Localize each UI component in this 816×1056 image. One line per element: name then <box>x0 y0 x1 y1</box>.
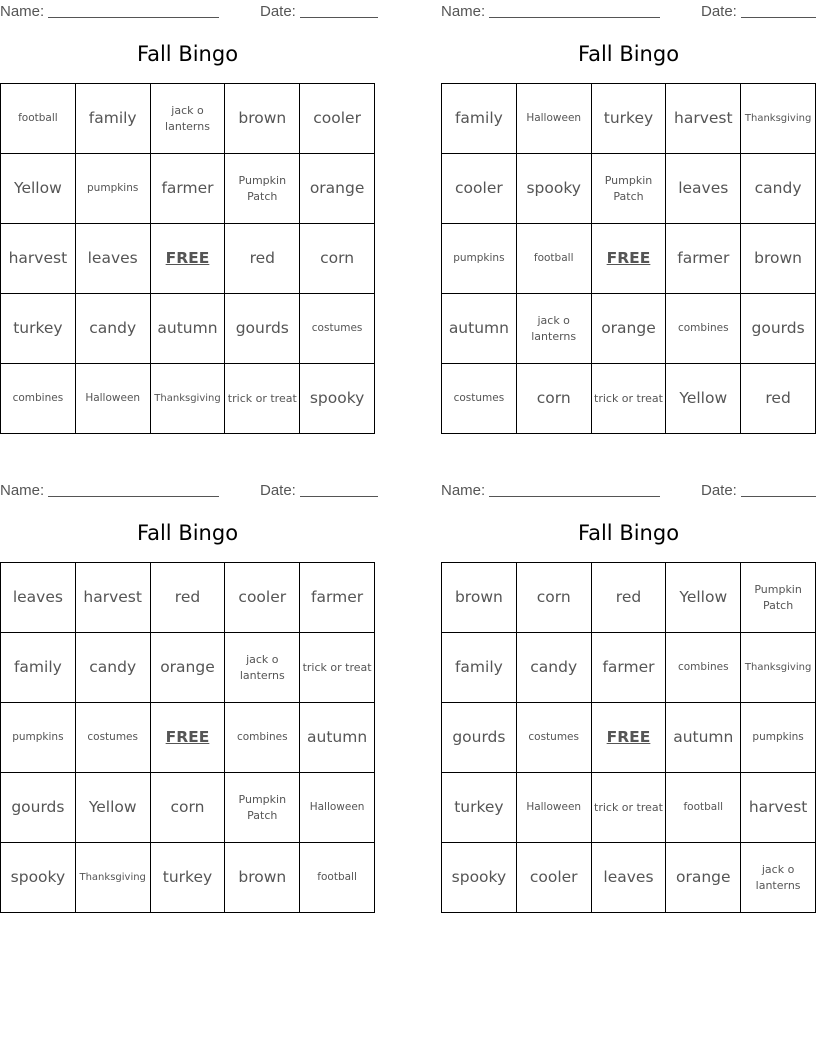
bingo-cell: pumpkins <box>1 703 76 773</box>
name-blank-line <box>48 481 219 497</box>
name-label: Name: <box>441 481 660 499</box>
bingo-cell: Thanksgiving <box>741 84 816 154</box>
bingo-cell: trick or treat <box>300 633 375 703</box>
free-space-cell: FREE <box>151 703 226 773</box>
bingo-cell: Yellow <box>666 364 741 434</box>
bingo-grid <box>441 562 816 913</box>
bingo-cell: candy <box>76 294 151 364</box>
bingo-cell: gourds <box>442 703 517 773</box>
name-label: Name: <box>0 481 219 499</box>
bingo-cell: gourds <box>225 294 300 364</box>
bingo-cell: Halloween <box>517 773 592 843</box>
bingo-cell: farmer <box>151 154 226 224</box>
bingo-cell: trick or treat <box>225 364 300 434</box>
bingo-cell: turkey <box>442 773 517 843</box>
bingo-cell: farmer <box>592 633 667 703</box>
bingo-cell: cooler <box>225 563 300 633</box>
bingo-cell: spooky <box>517 154 592 224</box>
bingo-cell: Pumpkin Patch <box>741 563 816 633</box>
bingo-cell: pumpkins <box>76 154 151 224</box>
bingo-cell: jack o lanterns <box>225 633 300 703</box>
bingo-cell: harvest <box>1 224 76 294</box>
bingo-cell: leaves <box>1 563 76 633</box>
bingo-grid <box>0 83 375 434</box>
bingo-cell: combines <box>666 294 741 364</box>
card-title: Fall Bingo <box>136 42 239 66</box>
bingo-cell: family <box>442 633 517 703</box>
bingo-cell: football <box>517 224 592 294</box>
bingo-cell: autumn <box>442 294 517 364</box>
bingo-cell: gourds <box>1 773 76 843</box>
bingo-card <box>441 0 816 440</box>
bingo-cell: red <box>592 563 667 633</box>
bingo-cell: cooler <box>442 154 517 224</box>
name-blank-line <box>489 481 660 497</box>
bingo-cell: costumes <box>517 703 592 773</box>
bingo-cell: Thanksgiving <box>151 364 226 434</box>
date-blank-line <box>741 481 816 497</box>
bingo-cell: turkey <box>592 84 667 154</box>
bingo-cell: harvest <box>76 563 151 633</box>
bingo-cell: brown <box>741 224 816 294</box>
bingo-cell: costumes <box>76 703 151 773</box>
bingo-cell: football <box>666 773 741 843</box>
bingo-cell: brown <box>225 84 300 154</box>
date-blank-line <box>300 481 378 497</box>
bingo-cell: red <box>741 364 816 434</box>
bingo-cell: corn <box>517 563 592 633</box>
bingo-cell: brown <box>225 843 300 913</box>
date-label: Date: <box>701 481 816 499</box>
bingo-cell: corn <box>300 224 375 294</box>
bingo-cell: corn <box>517 364 592 434</box>
bingo-card <box>0 479 375 919</box>
bingo-cell: orange <box>592 294 667 364</box>
bingo-cell: orange <box>300 154 375 224</box>
bingo-cell: orange <box>151 633 226 703</box>
bingo-cell: red <box>225 224 300 294</box>
bingo-cell: pumpkins <box>442 224 517 294</box>
bingo-cell: jack o lanterns <box>151 84 226 154</box>
bingo-cell: brown <box>442 563 517 633</box>
bingo-cell: Pumpkin Patch <box>592 154 667 224</box>
bingo-cell: leaves <box>666 154 741 224</box>
bingo-cell: orange <box>666 843 741 913</box>
date-label: Date: <box>260 481 378 499</box>
bingo-cell: turkey <box>1 294 76 364</box>
free-space-cell: FREE <box>592 224 667 294</box>
bingo-cell: Thanksgiving <box>741 633 816 703</box>
bingo-cell: combines <box>225 703 300 773</box>
date-label: Date: <box>701 2 816 20</box>
bingo-cell: Yellow <box>1 154 76 224</box>
bingo-cell: Halloween <box>76 364 151 434</box>
bingo-cell: cooler <box>517 843 592 913</box>
free-space-cell: FREE <box>592 703 667 773</box>
bingo-cell: spooky <box>300 364 375 434</box>
bingo-cell: Pumpkin Patch <box>225 773 300 843</box>
bingo-cell: farmer <box>300 563 375 633</box>
card-title: Fall Bingo <box>577 521 680 545</box>
bingo-cell: gourds <box>741 294 816 364</box>
bingo-cell: trick or treat <box>592 364 667 434</box>
bingo-cell: Halloween <box>300 773 375 843</box>
bingo-cell: trick or treat <box>592 773 667 843</box>
bingo-cell: spooky <box>442 843 517 913</box>
bingo-card <box>441 479 816 919</box>
bingo-cell: costumes <box>300 294 375 364</box>
bingo-cell: family <box>76 84 151 154</box>
bingo-cell: family <box>442 84 517 154</box>
bingo-cell: football <box>300 843 375 913</box>
bingo-grid <box>0 562 375 913</box>
bingo-cell: autumn <box>300 703 375 773</box>
bingo-cell: candy <box>517 633 592 703</box>
date-blank-line <box>741 2 816 18</box>
bingo-cell: jack o lanterns <box>517 294 592 364</box>
bingo-cell: red <box>151 563 226 633</box>
bingo-cell: spooky <box>1 843 76 913</box>
bingo-card <box>0 0 375 440</box>
name-label: Name: <box>0 2 219 20</box>
bingo-cell: cooler <box>300 84 375 154</box>
bingo-cell: combines <box>666 633 741 703</box>
name-blank-line <box>489 2 660 18</box>
bingo-cell: Yellow <box>76 773 151 843</box>
bingo-cell: jack o lanterns <box>741 843 816 913</box>
card-title: Fall Bingo <box>577 42 680 66</box>
name-label: Name: <box>441 2 660 20</box>
bingo-cell: Yellow <box>666 563 741 633</box>
bingo-cell: leaves <box>592 843 667 913</box>
bingo-cell: autumn <box>666 703 741 773</box>
bingo-cell: family <box>1 633 76 703</box>
bingo-grid <box>441 83 816 434</box>
bingo-cell: Pumpkin Patch <box>225 154 300 224</box>
bingo-cell: Thanksgiving <box>76 843 151 913</box>
bingo-cell: harvest <box>741 773 816 843</box>
bingo-cell: autumn <box>151 294 226 364</box>
bingo-cell: turkey <box>151 843 226 913</box>
name-blank-line <box>48 2 219 18</box>
date-blank-line <box>300 2 378 18</box>
bingo-cell: football <box>1 84 76 154</box>
bingo-cell: leaves <box>76 224 151 294</box>
bingo-cell: harvest <box>666 84 741 154</box>
bingo-cell: candy <box>76 633 151 703</box>
bingo-cell: candy <box>741 154 816 224</box>
bingo-cell: farmer <box>666 224 741 294</box>
bingo-cell: combines <box>1 364 76 434</box>
free-space-cell: FREE <box>151 224 226 294</box>
bingo-cell: costumes <box>442 364 517 434</box>
bingo-cell: pumpkins <box>741 703 816 773</box>
bingo-cell: corn <box>151 773 226 843</box>
bingo-cell: Halloween <box>517 84 592 154</box>
date-label: Date: <box>260 2 378 20</box>
card-title: Fall Bingo <box>136 521 239 545</box>
